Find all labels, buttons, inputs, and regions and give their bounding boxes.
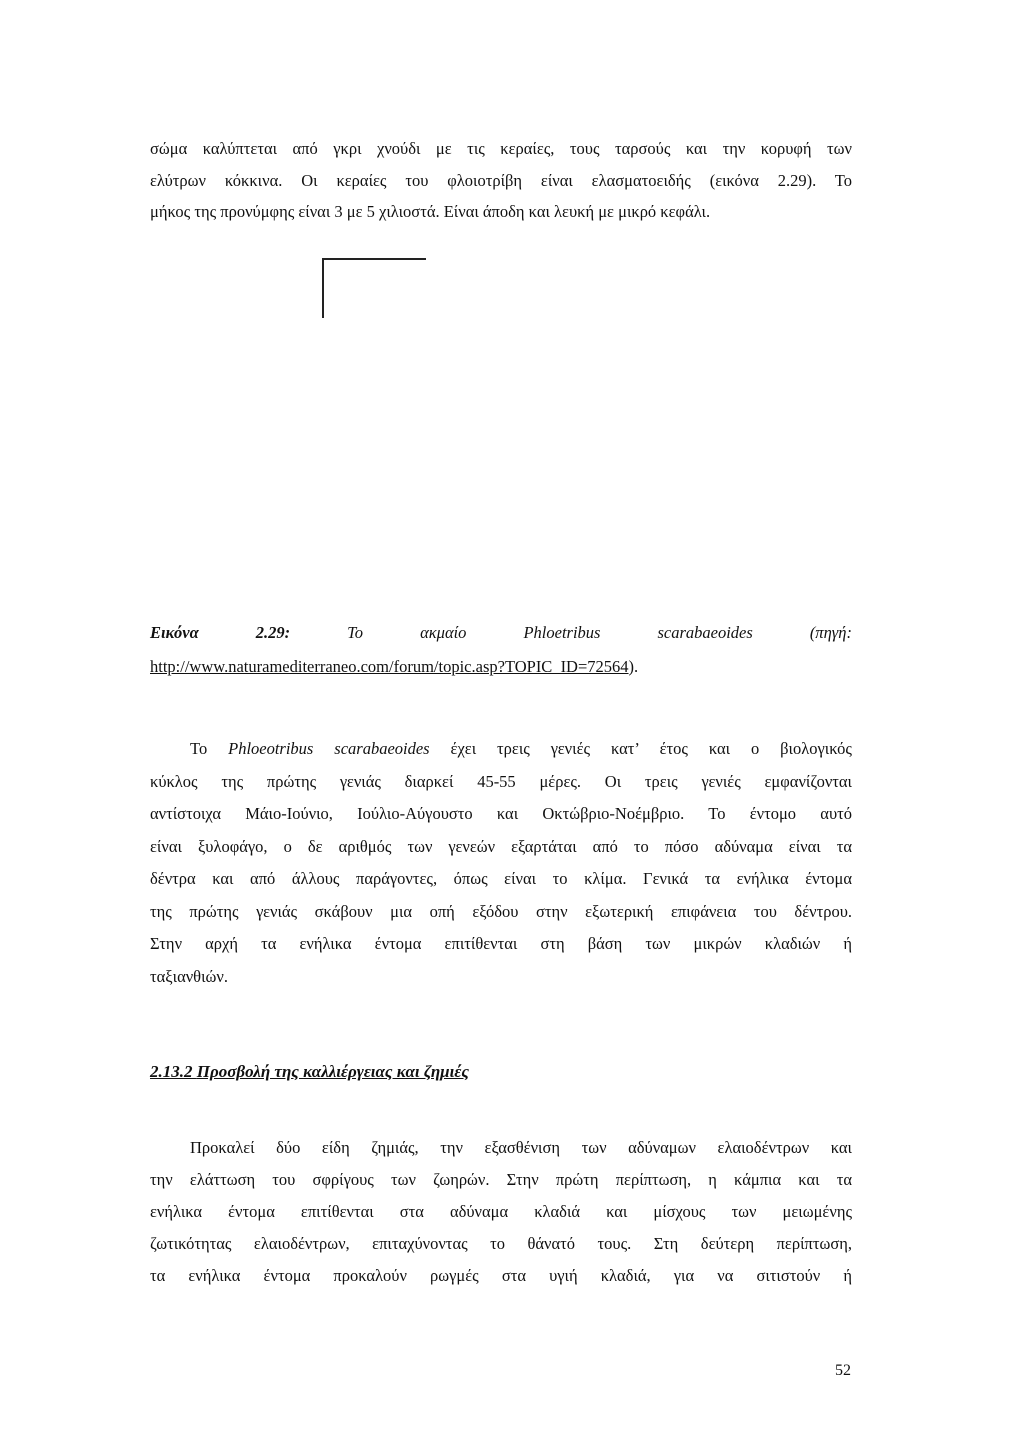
caption-word-adult: ακμαίο bbox=[420, 623, 467, 642]
text-fragment: Το bbox=[190, 739, 229, 758]
caption-number: 2.29: bbox=[255, 623, 291, 642]
caption-first-line bbox=[150, 616, 852, 650]
caption-genus: Phloetribus bbox=[523, 623, 601, 642]
figure-caption bbox=[150, 616, 852, 684]
damage-paragraph bbox=[150, 1132, 852, 1292]
intro-paragraph bbox=[150, 133, 852, 228]
page-number: 52 bbox=[835, 1362, 851, 1379]
text-line: ζωτικότητας ελαιοδέντρων, επιταχύνοντας το θάνατό τους. Στη δεύτερη περίπτωση, bbox=[150, 1234, 852, 1253]
species-name: Phloeotribus scarabaeoides bbox=[228, 739, 430, 758]
caption-second-line bbox=[150, 650, 852, 684]
text-line: ελύτρων κόκκινα. Οι κεραίες του φλοιοτρίβη είναι ελασματοειδής (εικόνα 2.29). Το bbox=[150, 170, 852, 190]
text-line: Προκαλεί δύο είδη ζημιάς, την εξασθένιση των αδύναμων ελαιοδέντρων και bbox=[190, 1138, 852, 1157]
figure-image-placeholder bbox=[322, 258, 426, 318]
text-fragment: έχει τρεις γενιές κατ’ έτος και ο βιολογικός bbox=[429, 739, 852, 758]
caption-word-to: Το bbox=[347, 623, 364, 642]
section-number: 2.13.2 bbox=[150, 1062, 193, 1081]
caption-label-word: Εικόνα bbox=[150, 623, 199, 642]
text-line: Στην αρχή τα ενήλικα έντομα επιτίθενται στη βάση των μικρών κλαδιών ή bbox=[150, 934, 852, 953]
section-heading bbox=[150, 1062, 469, 1082]
text-line: μήκος της προνύμφης είναι 3 με 5 χιλιοστά. Είναι άποδη και λευκή με μικρό κεφάλι. bbox=[150, 202, 711, 221]
text-line: ταξιανθιών. bbox=[150, 966, 228, 986]
text-line: σώμα καλύπτεται από γκρι χνούδι με τις κεραίες, τους ταρσούς και την κορυφή των bbox=[150, 139, 852, 158]
section-title: Προσβολή της καλλιέργειας και ζημιές bbox=[196, 1062, 469, 1081]
text-line: δέντρα και από άλλους παράγοντες, όπως είναι το κλίμα. Γενικά τα ενήλικα έντομα bbox=[150, 869, 852, 888]
description-paragraph bbox=[150, 733, 852, 993]
text-line bbox=[150, 733, 852, 766]
caption-species: scarabaeoides bbox=[657, 623, 753, 642]
text-line: τα ενήλικα έντομα προκαλούν ρωγμές στα υγιή κλαδιά, για να σιτιστούν ή bbox=[150, 1266, 852, 1285]
figure-frame-left-edge bbox=[322, 258, 324, 318]
caption-url-suffix: ). bbox=[628, 657, 639, 676]
text-line: ενήλικα έντομα επιτίθενται στα αδύναμα κλαδιά και μίσχους των μειωμένης bbox=[150, 1202, 852, 1221]
text-line: αντίστοιχα Μάιο-Ιούνιο, Ιούλιο-Αύγουστο και Οκτώβριο-Νοέμβριο. Το έντομο αυτό bbox=[150, 804, 852, 823]
text-line: είναι ξυλοφάγο, ο δε αριθμός των γενεών εξαρτάται από το πόσο αδύναμα είναι τα bbox=[150, 836, 852, 856]
text-line: της πρώτης γενιάς σκάβουν μια οπή εξόδου στην εξωτερική επιφάνεια του δέντρου. bbox=[150, 901, 852, 921]
figure-frame-top-edge bbox=[322, 258, 426, 260]
text-line: την ελάττωση του σφρίγους των ζωηρών. Στην πρώτη περίπτωση, η κάμπια και τα bbox=[150, 1170, 852, 1189]
source-url-link[interactable]: http://www.naturamediterraneo.com/forum/topic.asp?TOPIC_ID=72564 bbox=[150, 657, 629, 676]
caption-source-prefix: (πηγή: bbox=[809, 623, 852, 642]
text-line: κύκλος της πρώτης γενιάς διαρκεί 45-55 μέρες. Οι τρεις γενιές εμφανίζονται bbox=[150, 771, 852, 791]
caption-label bbox=[150, 616, 199, 650]
